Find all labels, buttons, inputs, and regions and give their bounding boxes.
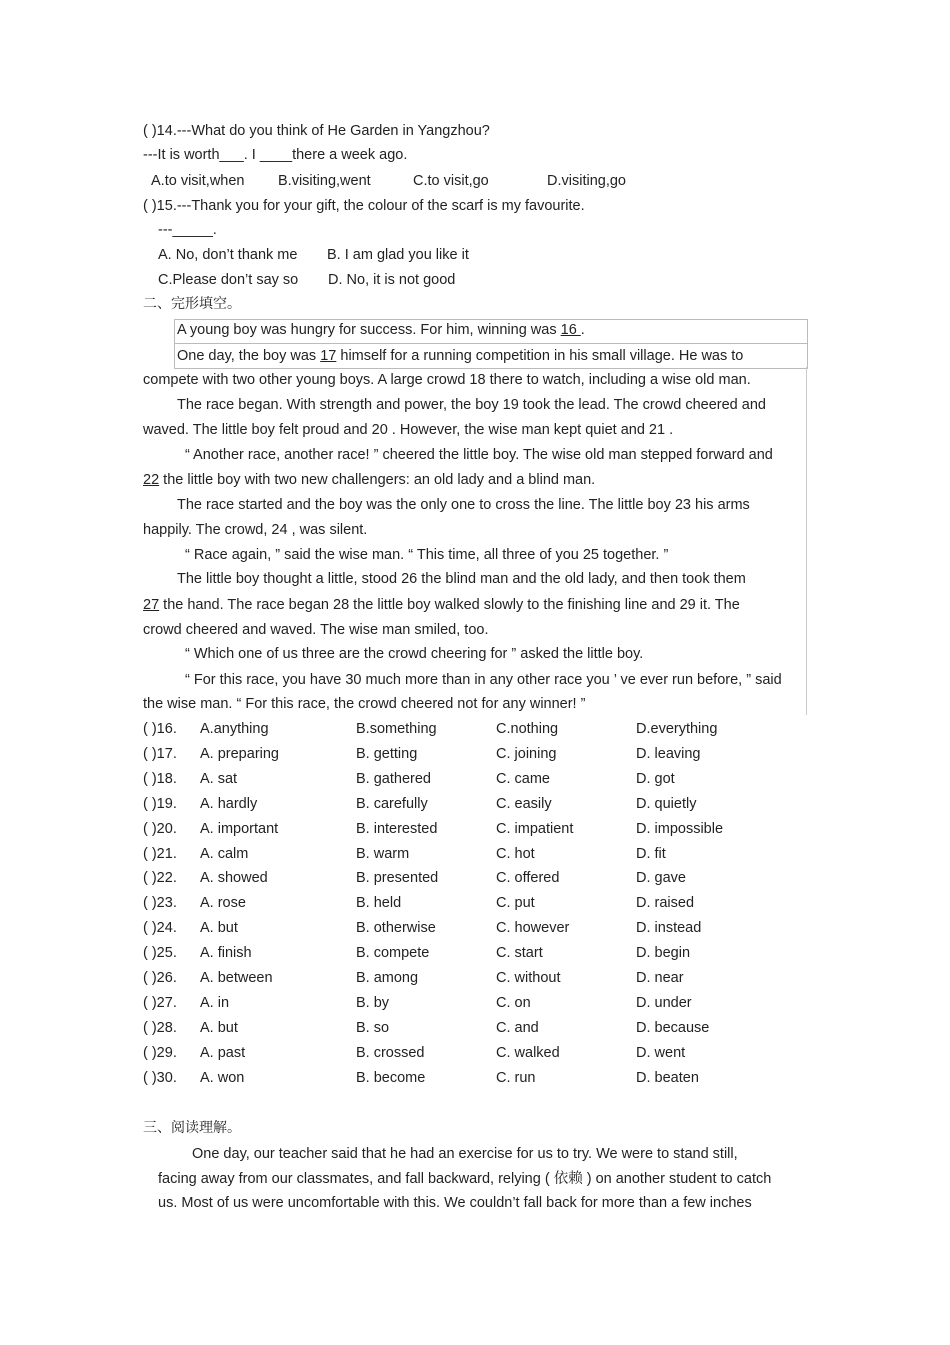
passage-line-2: One day, the boy was 17 himself for a running competition in his small village. He was to (177, 348, 744, 364)
choice-option-c: C. however (496, 920, 570, 936)
choice-number: ( )21. (143, 846, 177, 862)
choice-option-c: C. offered (496, 870, 560, 886)
choice-option-a: A. important (200, 821, 279, 837)
choice-option-d: D. raised (636, 895, 695, 911)
question-14-dialogue: ---It is worth___. I ____there a week ago. (143, 147, 408, 163)
choice-option-a: A. won (200, 1070, 245, 1086)
choice-option-a: A. calm (200, 846, 249, 862)
choice-option-c: C. without (496, 970, 561, 986)
choice-option-c: C. walked (496, 1045, 560, 1061)
choice-option-d: D.everything (636, 721, 718, 737)
passage-line-5: waved. The little boy felt proud and 20 . However, the wise man kept quiet and 21 . (143, 422, 674, 438)
choice-option-d: D. leaving (636, 746, 701, 762)
choice-option-c: C. impatient (496, 821, 574, 837)
choice-option-c: C. on (496, 995, 531, 1011)
choice-option-d: D. fit (636, 846, 666, 862)
choice-option-c: C.nothing (496, 721, 559, 737)
choice-option-b: B.something (356, 721, 437, 737)
choice-number: ( )22. (143, 870, 177, 886)
choice-option-c: C. hot (496, 846, 535, 862)
choice-number: ( )20. (143, 821, 177, 837)
passage-line-12: 27 the hand. The race began 28 the little boy walked slowly to the finishing line and 29 it. The (143, 597, 740, 613)
choice-option-b: B. warm (356, 846, 410, 862)
choice-option-d: D. because (636, 1020, 710, 1036)
question-15-option-b: B. I am glad you like it (327, 247, 469, 263)
question-15-dialogue: ---_____. (158, 222, 217, 238)
choice-number: ( )28. (143, 1020, 177, 1036)
choice-option-a: A. rose (200, 895, 246, 911)
blank-16: 16 (560, 322, 581, 338)
choice-option-d: D. got (636, 771, 675, 787)
choice-number: ( )25. (143, 945, 177, 961)
choice-option-b: B. interested (356, 821, 438, 837)
choice-option-b: B. presented (356, 870, 439, 886)
section-2-title: 二、完形填空。 (143, 296, 241, 312)
question-14-stem: ( )14.---What do you think of He Garden in Yangzhou? (143, 123, 490, 139)
choice-option-d: D. gave (636, 870, 686, 886)
passage-line-7: 22 the little boy with two new challengers: an old lady and a blind man. (143, 472, 596, 488)
reading-line-1: One day, our teacher said that he had an exercise for us to try. We were to stand still, (192, 1146, 738, 1162)
passage-line-3: compete with two other young boys. A large crowd 18 there to watch, including a wise old man. (143, 372, 751, 388)
choice-option-a: A. finish (200, 945, 252, 961)
passage-line-4: The race began. With strength and power, the boy 19 took the lead. The crowd cheered and (177, 397, 766, 413)
choice-option-a: A. but (200, 920, 238, 936)
choice-number: ( )30. (143, 1070, 177, 1086)
choice-option-c: C. joining (496, 746, 557, 762)
passage-line-6: “ Another race, another race! ” cheered the little boy. The wise old man stepped forward and (185, 447, 773, 463)
choice-option-b: B. crossed (356, 1045, 425, 1061)
question-14-option-c: C.to visit,go (413, 173, 489, 189)
choice-option-b: B. so (356, 1020, 390, 1036)
passage-line-15: “ For this race, you have 30 much more than in any other race you ’ ve ever run before, ” said (185, 672, 782, 688)
choice-option-d: D. quietly (636, 796, 697, 812)
choice-option-d: D. under (636, 995, 692, 1011)
question-14-option-a: A.to visit,when (151, 173, 245, 189)
choice-option-d: D. instead (636, 920, 702, 936)
reading-line-2: facing away from our classmates, and fall backward, relying ( 依赖 ) on another student to catch (158, 1171, 772, 1187)
choice-option-c: C. came (496, 771, 550, 787)
choice-option-c: C. easily (496, 796, 552, 812)
choice-number: ( )24. (143, 920, 177, 936)
question-15-stem: ( )15.---Thank you for your gift, the colour of the scarf is my favourite. (143, 198, 585, 214)
choice-option-a: A. preparing (200, 746, 279, 762)
choice-option-b: B. by (356, 995, 390, 1011)
choice-option-c: C. put (496, 895, 535, 911)
choice-number: ( )26. (143, 970, 177, 986)
choice-number: ( )23. (143, 895, 177, 911)
choice-option-a: A. showed (200, 870, 268, 886)
choice-option-d: D. begin (636, 945, 691, 961)
choice-option-b: B. otherwise (356, 920, 436, 936)
choice-number: ( )19. (143, 796, 177, 812)
choice-option-a: A. hardly (200, 796, 258, 812)
passage-line-13: crowd cheered and waved. The wise man smiled, too. (143, 622, 489, 638)
passage-line-14: “ Which one of us three are the crowd cheering for ” asked the little boy. (185, 646, 644, 662)
passage-box-right-edge (806, 367, 807, 715)
choice-number: ( )29. (143, 1045, 177, 1061)
choice-option-b: B. getting (356, 746, 418, 762)
reading-line-3: us. Most of us were uncomfortable with this. We couldn’t fall back for more than a few inches (158, 1195, 752, 1211)
question-14-option-d: D.visiting,go (547, 173, 626, 189)
choice-option-a: A. sat (200, 771, 238, 787)
choice-option-d: D. beaten (636, 1070, 699, 1086)
choice-option-a: A.anything (200, 721, 269, 737)
choice-option-a: A. but (200, 1020, 238, 1036)
question-15-option-c: C.Please don’t say so (158, 272, 299, 288)
passage-line-11: The little boy thought a little, stood 26 the blind man and the old lady, and then took them (177, 571, 746, 587)
question-15-option-a: A. No, don’t thank me (158, 247, 298, 263)
choice-option-a: A. in (200, 995, 230, 1011)
choice-option-b: B. become (356, 1070, 426, 1086)
choice-option-b: B. compete (356, 945, 430, 961)
choice-option-b: B. held (356, 895, 402, 911)
choice-option-d: D. went (636, 1045, 686, 1061)
passage-line-8: The race started and the boy was the only one to cross the line. The little boy 23 his arms (177, 497, 750, 513)
choice-option-d: D. near (636, 970, 684, 986)
choice-option-c: C. run (496, 1070, 536, 1086)
choice-number: ( )27. (143, 995, 177, 1011)
passage-line-1: A young boy was hungry for success. For him, winning was 16 . (177, 322, 585, 338)
choice-number: ( )18. (143, 771, 177, 787)
question-14-option-b: B.visiting,went (278, 173, 371, 189)
question-15-option-d: D. No, it is not good (328, 272, 456, 288)
choice-option-a: A. past (200, 1045, 246, 1061)
choice-number: ( )17. (143, 746, 177, 762)
passage-line-10: “ Race again, ” said the wise man. “ This time, all three of you 25 together. ” (185, 547, 669, 563)
choice-option-b: B. among (356, 970, 419, 986)
choice-option-d: D. impossible (636, 821, 724, 837)
choice-option-b: B. carefully (356, 796, 428, 812)
blank-22: 22 (143, 472, 160, 488)
choice-option-a: A. between (200, 970, 273, 986)
choice-option-b: B. gathered (356, 771, 431, 787)
choice-option-c: C. and (496, 1020, 539, 1036)
passage-line-16: the wise man. “ For this race, the crowd cheered not for any winner! ” (143, 696, 586, 712)
blank-27: 27 (143, 597, 160, 613)
choice-number: ( )16. (143, 721, 177, 737)
choice-option-c: C. start (496, 945, 543, 961)
passage-line-9: happily. The crowd, 24 , was silent. (143, 522, 368, 538)
section-3-title: 三、阅读理解。 (143, 1120, 241, 1136)
blank-17: 17 (320, 348, 337, 364)
